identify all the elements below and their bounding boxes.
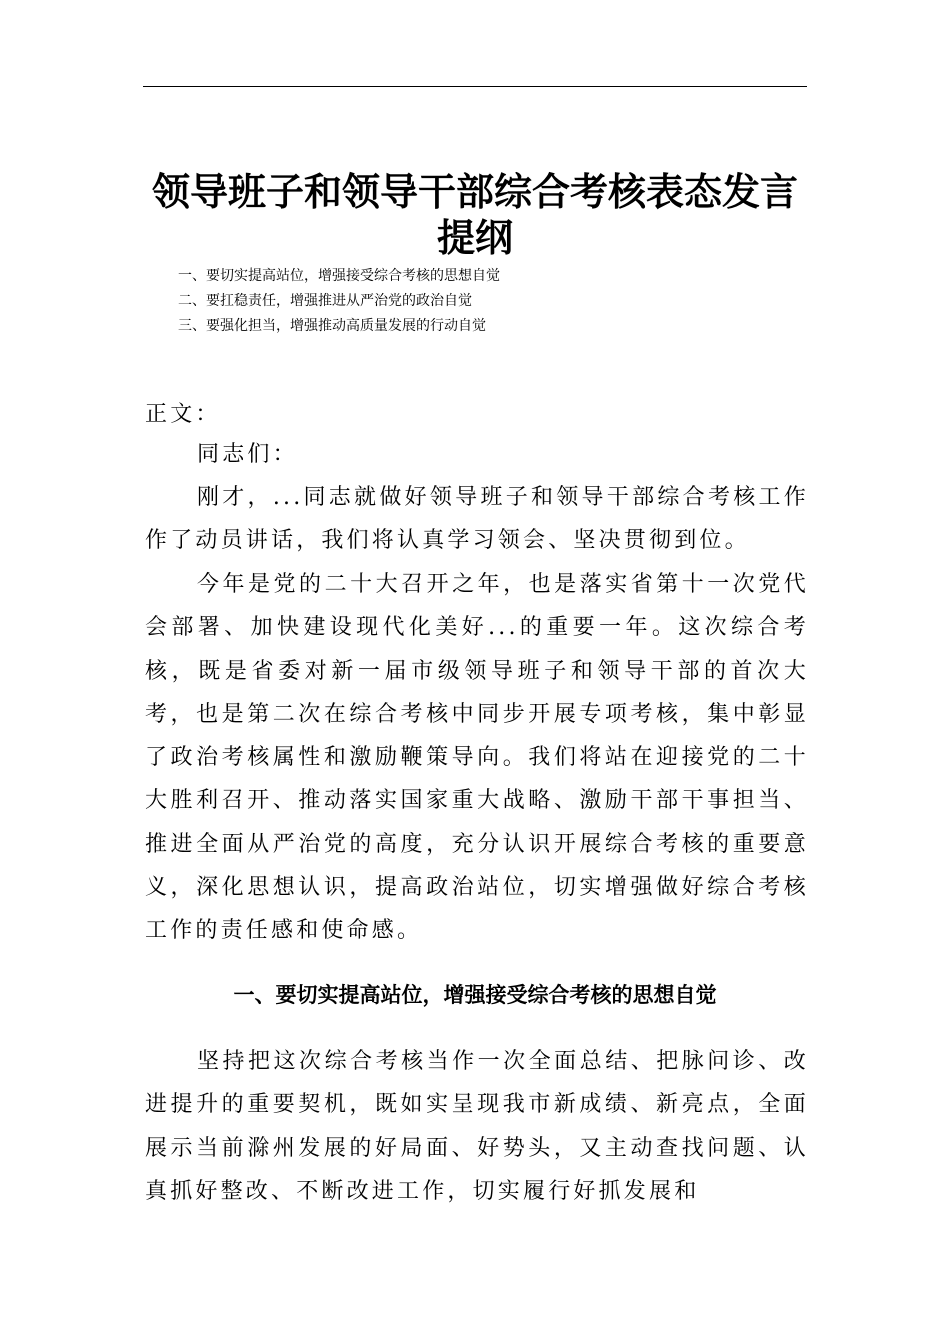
outline-item: 一、要切实提高站位，增强接受综合考核的思想自觉 <box>178 268 500 284</box>
outline-item: 二、要扛稳责任，增强推进从严治党的政治自觉 <box>178 293 472 309</box>
paragraph: 坚持把这次综合考核当作一次全面总结、把脉问诊、改进提升的重要契机，既如实呈现我市新成绩、新亮点，全面展示当前滁州发展的好局面、好势头，又主动查找问题、认真抓好整改、不断改进工作，切实履行好抓发展和 <box>145 1049 809 1204</box>
salutation: 同志们： <box>197 442 298 467</box>
outline-list <box>178 264 500 339</box>
paragraph: 今年是党的二十大召开之年，也是落实省第十一次党代会部署、加快建设现代化美好...的重要一年。这次综合考核，既是省委对新一届市级领导班子和领导干部的首次大考，也是第二次在综合考核中同步开展专项考核，集中彰显了政治考核属性和激励鞭策导向。我们将站在迎接党的二十大胜利召开、推动落实国家重大战略、激励干部干事担当、推进全面从严治党的高度，充分认识开展综合考核的重要意义，深化思想认识，提高政治站位，切实增强做好综合考核工作的责任感和使命感。 <box>145 572 809 944</box>
document-title-continued: 提纲 <box>436 215 513 260</box>
section-heading: 一、要切实提高站位，增强接受综合考核的思想自觉 <box>233 983 717 1007</box>
paragraph: 刚才，...同志就做好领导班子和领导干部综合考核工作作了动员讲话，我们将认真学习领会、坚决贯彻到位。 <box>145 485 809 554</box>
header-rule <box>143 86 807 87</box>
outline-item: 三、要强化担当，增强推动高质量发展的行动自觉 <box>178 318 486 334</box>
body-label: 正文： <box>145 402 221 427</box>
document-title: 领导班子和领导干部综合考核表态发言 <box>151 169 798 214</box>
